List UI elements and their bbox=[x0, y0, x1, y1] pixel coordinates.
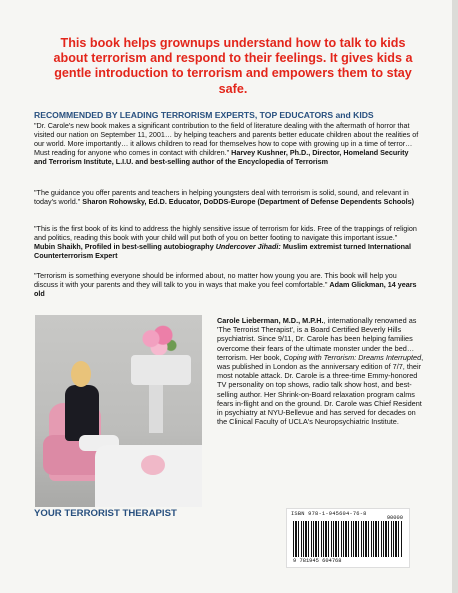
price-code: 90000 bbox=[386, 515, 403, 521]
flower-vase bbox=[139, 325, 179, 359]
quote-text: "Terrorism is something everyone should be informed about, no matter how young you are. This book will help you discuss it with your parents and they will talk to you in ways that make you feel comfortable." bbox=[34, 271, 397, 289]
author-figure bbox=[65, 385, 99, 441]
quote-text: "Dr. Carole's new book makes a significant contribution to the field of literature dealing with the aftermath of horror that visited our nation on September 11, 2001… by helping teachers and parents better educate children about the realities of our world. More importantly… it allows children to read for themselves how to cope with growing up in a time of terror… Must reading for anyone who comes in contact with children." bbox=[34, 121, 419, 157]
quote-attribution-rest: Muslim extremist turned International Counterterrorism Expert bbox=[34, 242, 412, 260]
quote-text: "This is the first book of its kind to address the highly sensitive issue of terrorism for kids. Free of the trappings of religion and politics, reading this book with your child will put both of you on better footing to navigate this important issue." bbox=[34, 224, 417, 242]
quote-attribution: Adam Glickman, 14 years old bbox=[34, 280, 417, 298]
quote-rohowsky bbox=[34, 188, 420, 206]
quote-attribution: Mubin Shaikh, Profiled in best-selling autobiography bbox=[34, 242, 214, 251]
quote-glickman bbox=[34, 271, 420, 298]
author-photo bbox=[35, 315, 202, 507]
headline: This book helps grownups understand how to talk to kids about terrorism and respond to their feelings. It gives kids a gentle introduction to terrorism and empowers them to stay safe. bbox=[53, 36, 413, 96]
recommended-heading: RECOMMENDED BY LEADING TERRORISM EXPERTS, TOP EDUCATORS and KIDS bbox=[34, 110, 374, 120]
quote-book-title: Undercover Jihadi: bbox=[215, 242, 281, 251]
page-edge bbox=[452, 0, 458, 593]
doll bbox=[141, 455, 165, 475]
side-table-stand bbox=[149, 385, 163, 433]
quote-attribution: Sharon Rohowsky, Ed.D. Educator, DoDDS-Europe (Department of Defense Dependents Schools) bbox=[82, 197, 415, 206]
white-couch bbox=[95, 445, 202, 507]
quote-shaikh bbox=[34, 224, 420, 260]
isbn-label: ISBN 978-1-945604-76-8 bbox=[291, 511, 367, 517]
barcode-bars bbox=[293, 521, 403, 557]
barcode-number: 9 781945 604768 bbox=[293, 558, 342, 564]
author-bio bbox=[217, 316, 427, 426]
bio-text-2: , was published in London as the anniversary edition of 7/7, their most notable attack. Dr. Carole is a three-time Emmy-honored TV personality on top shows, radio talk show host, and best-selling author. Her Shrink-on-Board relaxation program calms fears in-flight and on the ground. Dr. Carole was Chief Resident in psychiatry at NYU-Bellevue and has served for decades on the Clinical Faculty of UCLA's Neuropsychiatric Institute. bbox=[217, 352, 424, 427]
bio-book-title: Coping with Terrorism: Dreams Interrupted bbox=[283, 352, 422, 362]
side-table bbox=[131, 355, 191, 385]
barcode bbox=[286, 508, 410, 568]
quote-text: "The guidance you offer parents and teachers in helping youngsters deal with terrorism is solid, sound, and relevant in today's world." bbox=[34, 188, 409, 206]
quote-kushner bbox=[34, 121, 420, 166]
quote-attribution: Harvey Kushner, Ph.D., Director, Homeland Security and Terrorism Institute, L.I.U. and best-selling author of the Encyclopedia of Terrorism bbox=[34, 148, 409, 166]
photo-caption: YOUR TERRORIST THERAPIST bbox=[34, 508, 177, 519]
bio-text-1: , internationally renowned as 'The Terrorist Therapist', is a Board Certified Beverly Hills psychiatrist. Since 9/11, Dr. Carole has been helping families overcome their fears of the ultimate monster under the bed… terrorism. Her book, bbox=[217, 316, 417, 362]
author-name: Carole Lieberman, M.D., M.P.H. bbox=[217, 316, 324, 325]
author-head bbox=[71, 361, 91, 387]
